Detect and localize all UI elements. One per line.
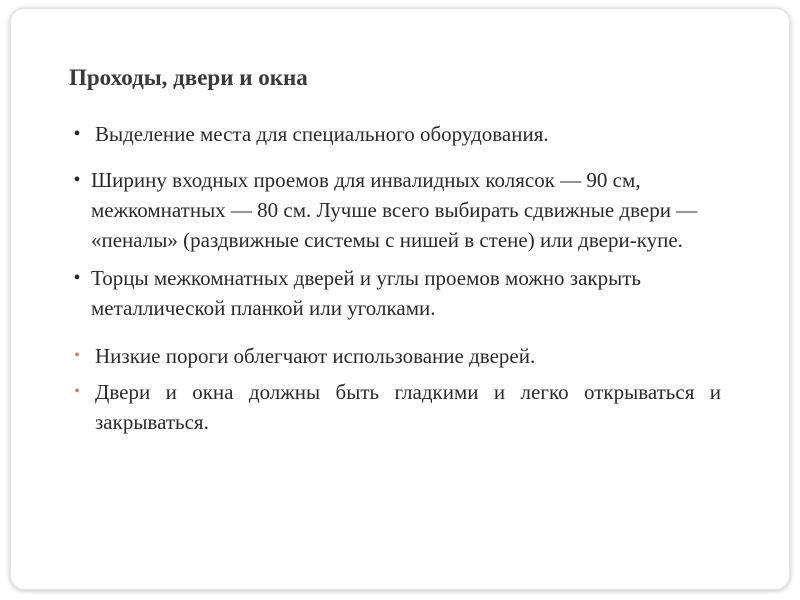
bullet-marker: • — [73, 123, 81, 145]
bullet-item — [69, 377, 721, 437]
bullet-marker: • — [74, 383, 80, 400]
bullet-text: Ширину входных проемов для инвалидных колясок — 90 см, межкомнатных — 80 см. Лучше всего выбирать сдвижные двери — «пеналы» (раздвижные системы с нишей в стене) или двери-купе. — [91, 168, 698, 252]
bullet-marker: • — [74, 347, 80, 364]
bullet-text: Двери и окна должны быть гладкими и легко открываться и закрываться. — [95, 380, 721, 434]
bullet-item — [69, 165, 721, 255]
bullet-list — [69, 119, 721, 437]
bullet-marker: • — [73, 169, 81, 191]
slide-panel — [10, 8, 790, 590]
bullet-text: Выделение места для специального оборудования. — [95, 122, 549, 146]
bullet-item — [69, 119, 721, 149]
bullet-text: Низкие пороги облегчают использование дверей. — [95, 344, 536, 368]
bullet-text: Торцы межкомнатных дверей и углы проемов можно закрыть металлической планкой или уголками. — [91, 266, 641, 320]
bullet-marker: • — [73, 267, 81, 289]
bullet-item — [69, 263, 721, 323]
slide-title: Проходы, двери и окна — [69, 65, 308, 90]
bullet-item — [69, 341, 721, 371]
